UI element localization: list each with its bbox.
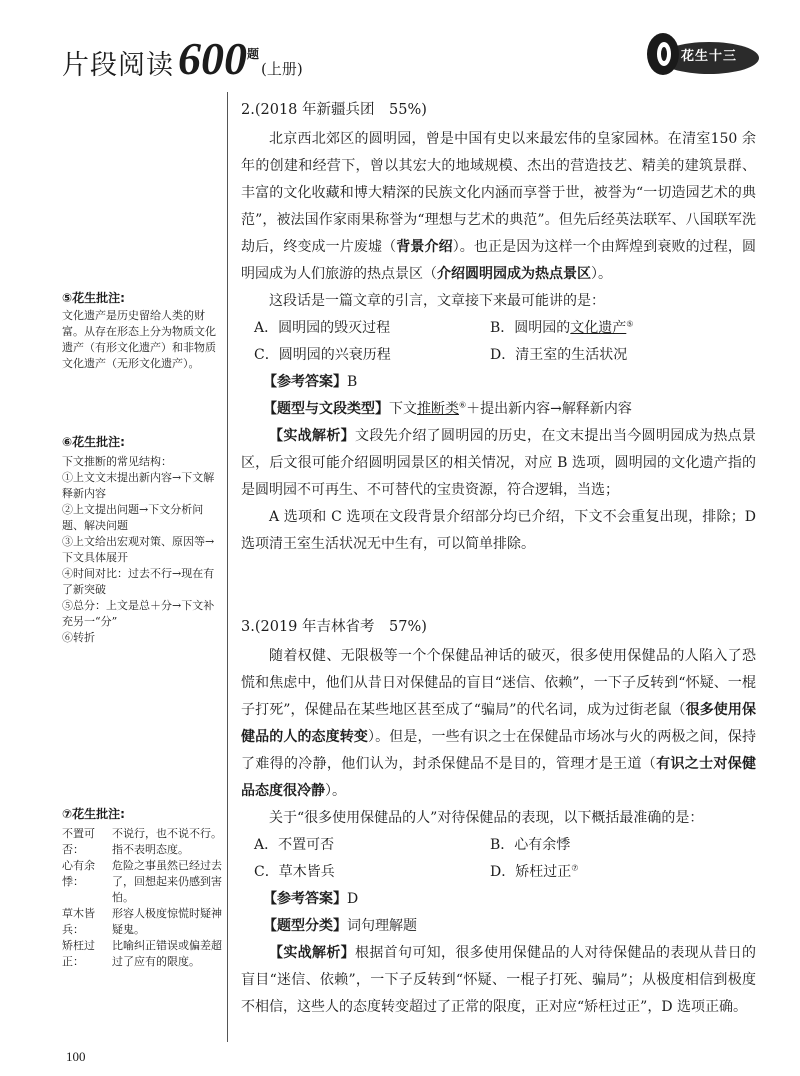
side-note-6-line: ③上文给出宏观对策、原因等→下文具体展开 (62, 535, 215, 564)
type-underlined: 推断类 (417, 401, 459, 417)
analysis-label: 【实战解析】 (269, 945, 355, 961)
passage-text: 北京西北郊区的圆明园，曾是中国有史以来最宏伟的皇家园林。在清室150 余年的创建和经营下，曾以其宏大的地域规模、杰出的营造技艺、精美的建筑景群、丰富的文化收藏和博大精深的民族文化内涵而享誉于世，被誉为“一切造园艺术的典范”，被法国作家雨果称誉为“理想与艺术的典范”。但先后经英法联军、八国联军洗劫后，终变成一片废墟（ (241, 131, 756, 255)
side-note-6-line: ②上文提出问题→下文分析问题、解决问题 (62, 503, 204, 532)
option-c: C．草木皆兵 (254, 864, 335, 880)
question-2-type (241, 396, 756, 423)
side-note-5-title: ⑤花生批注: (62, 291, 125, 305)
column-divider (227, 92, 228, 1042)
option-b-text: B．圆明园的 (490, 320, 571, 336)
option-d (490, 859, 756, 886)
glossary-desc: 危险之事虽然已经过去了，回想起来仍感到害怕。 (112, 859, 222, 904)
side-note-5 (62, 290, 222, 372)
side-note-6-line: ①上文文末提出新内容→下文解释新内容 (62, 471, 215, 500)
type-text: ＋提出新内容→解释新内容 (466, 401, 632, 417)
note-7-mark: ⑦ (571, 863, 579, 873)
type-text: 词句理解题 (347, 918, 417, 934)
answer-label: 【参考答案】 (263, 374, 347, 390)
passage-annotation: 背景介绍 (396, 239, 453, 255)
passage-annotation: 很多使用保健品的人的态度转变 (241, 702, 756, 745)
answer-value: B (347, 374, 358, 390)
passage-text: ）。也正是因为这样一个由辉煌到衰败的过程，圆明园成为人们旅游的热点景区（ (241, 239, 757, 282)
book-volume: (上册) (261, 60, 303, 78)
passage-text: ）。 (325, 783, 346, 799)
answer-value: D (347, 891, 359, 907)
option-c: C．圆明园的兴衰历程 (254, 347, 391, 363)
question-3-passage (241, 643, 756, 805)
question-3-type (241, 913, 756, 940)
analysis-label: 【实战解析】 (269, 428, 355, 444)
question-3-answer (241, 886, 756, 913)
option-b: B．心有余悸 (490, 837, 571, 853)
passage-text: ）。 (591, 266, 612, 282)
question-2-passage (241, 126, 756, 288)
side-note-6-line: ⑥转折 (62, 631, 95, 644)
glossary-item (62, 858, 222, 906)
question-2 (241, 100, 756, 558)
question-2-analysis-2: A 选项和 C 选项在文段背景介绍部分均已介绍，下文不会重复出现，排除；D 选项清王室生活状况无中生有，可以简单排除。 (241, 509, 756, 552)
question-3-heading: 3.(2019 年吉林省考 57%) (241, 619, 427, 635)
note-6-mark: ⑥ (459, 400, 467, 410)
passage-text: 随着权健、无限极等一个个保健品神话的破灭，很多使用保健品的人陷入了恐慌和焦虑中，他们从昔日对保健品的盲目“迷信、依赖”，一下子反转到“怀疑、一棍子打死”，保健品在某些地区甚至成了“骗局”的代名词，成为过街老鼠（ (241, 648, 756, 718)
side-note-6-line: ④时间对比：过去不行→现在有了新突破 (62, 567, 215, 596)
question-2-heading: 2.(2018 年新疆兵团 55%) (241, 102, 427, 118)
brand-logo (643, 30, 761, 80)
question-2-options (241, 315, 756, 369)
passage-annotation: 有识之士对保健品态度很冷静 (241, 756, 757, 799)
option-d-text: D．矫枉过正 (490, 864, 572, 880)
question-2-prompt: 这段话是一篇文章的引言，文章接下来最可能讲的是： (269, 293, 605, 309)
brand-logo-text: 花生十三 (681, 49, 738, 64)
glossary-desc: 不说行，也不说不行。指不表明态度。 (112, 827, 222, 856)
book-title-number: 600 (178, 33, 247, 84)
side-note-5-body: 文化遗产是历史留给人类的财富。从存在形态上分为物质文化遗产（有形文化遗产）和非物质文化遗产（无形文化遗产）。 (62, 309, 216, 370)
question-2-answer (241, 369, 756, 396)
answer-label: 【参考答案】 (263, 891, 347, 907)
book-title-text: 片段阅读 (62, 50, 174, 81)
type-label: 【题型与文段类型】 (263, 401, 389, 417)
note-5-mark: ⑤ (626, 319, 634, 329)
analysis-text: 根据首句可知，很多使用保健品的人对待保健品的表现从昔日的盲目“迷信、依赖”，一下子反转到“怀疑、一棍子打死、骗局”；从极度相信到极度不相信，这些人的态度转变超过了正常的限度，正对应“矫枉过正”，D 选项正确。 (241, 945, 756, 1015)
question-3-analysis (241, 940, 756, 1021)
analysis-text: 文段先介绍了圆明园的历史，在文末提出当今圆明园成为热点景区，后文很可能介绍圆明园景区的相关情况，对应 B 选项，圆明园的文化遗产指的是圆明园不可再生、不可替代的宝贵资源，符合逻辑，当选； (241, 428, 756, 498)
option-d: D．清王室的生活状况 (490, 347, 628, 363)
option-a: A．不置可否 (254, 837, 335, 853)
side-note-6-title: ⑥花生批注: (62, 435, 125, 449)
glossary-term: 草木皆兵： (62, 907, 95, 936)
glossary-item (62, 906, 222, 938)
side-note-7 (62, 806, 222, 970)
glossary-term: 矫枉过正： (62, 939, 95, 968)
passage-annotation: 介绍圆明园成为热点景区 (437, 266, 591, 282)
glossary-item (62, 938, 222, 970)
page-number: 100 (66, 1049, 86, 1064)
side-note-7-title: ⑦花生批注: (62, 807, 125, 821)
type-text: 下文 (389, 401, 417, 417)
book-title-suffix: 题 (247, 47, 260, 61)
option-b (490, 315, 756, 342)
side-note-6 (62, 434, 222, 646)
book-title (62, 33, 303, 84)
option-b-underlined: 文化遗产 (570, 320, 627, 336)
glossary-term: 不置可否： (62, 827, 95, 856)
glossary-term: 心有余悸： (62, 859, 95, 888)
passage-text: ）。但是，一些有识之士在保健品市场冰与火的两极之间，保持了难得的冷静，他们认为，封杀保健品不是目的，管理才是王道（ (241, 729, 756, 772)
option-a: A．圆明园的毁灭过程 (254, 320, 391, 336)
question-3-prompt: 关于“很多使用保健品的人”对待保健品的表现，以下概括最准确的是： (269, 810, 704, 826)
question-3 (241, 617, 756, 1021)
question-2-analysis (241, 423, 756, 504)
glossary-desc: 比喻纠正错误或偏差超过了应有的限度。 (112, 939, 222, 968)
side-note-6-line: ⑤总分：上文是总＋分→下文补充另一“分” (62, 599, 215, 628)
type-label: 【题型分类】 (263, 918, 347, 934)
glossary-item (62, 826, 222, 858)
question-3-options (241, 832, 756, 886)
glossary-desc: 形容人极度惊慌时疑神疑鬼。 (112, 907, 222, 936)
side-note-6-line: 下文推断的常见结构： (62, 455, 172, 468)
